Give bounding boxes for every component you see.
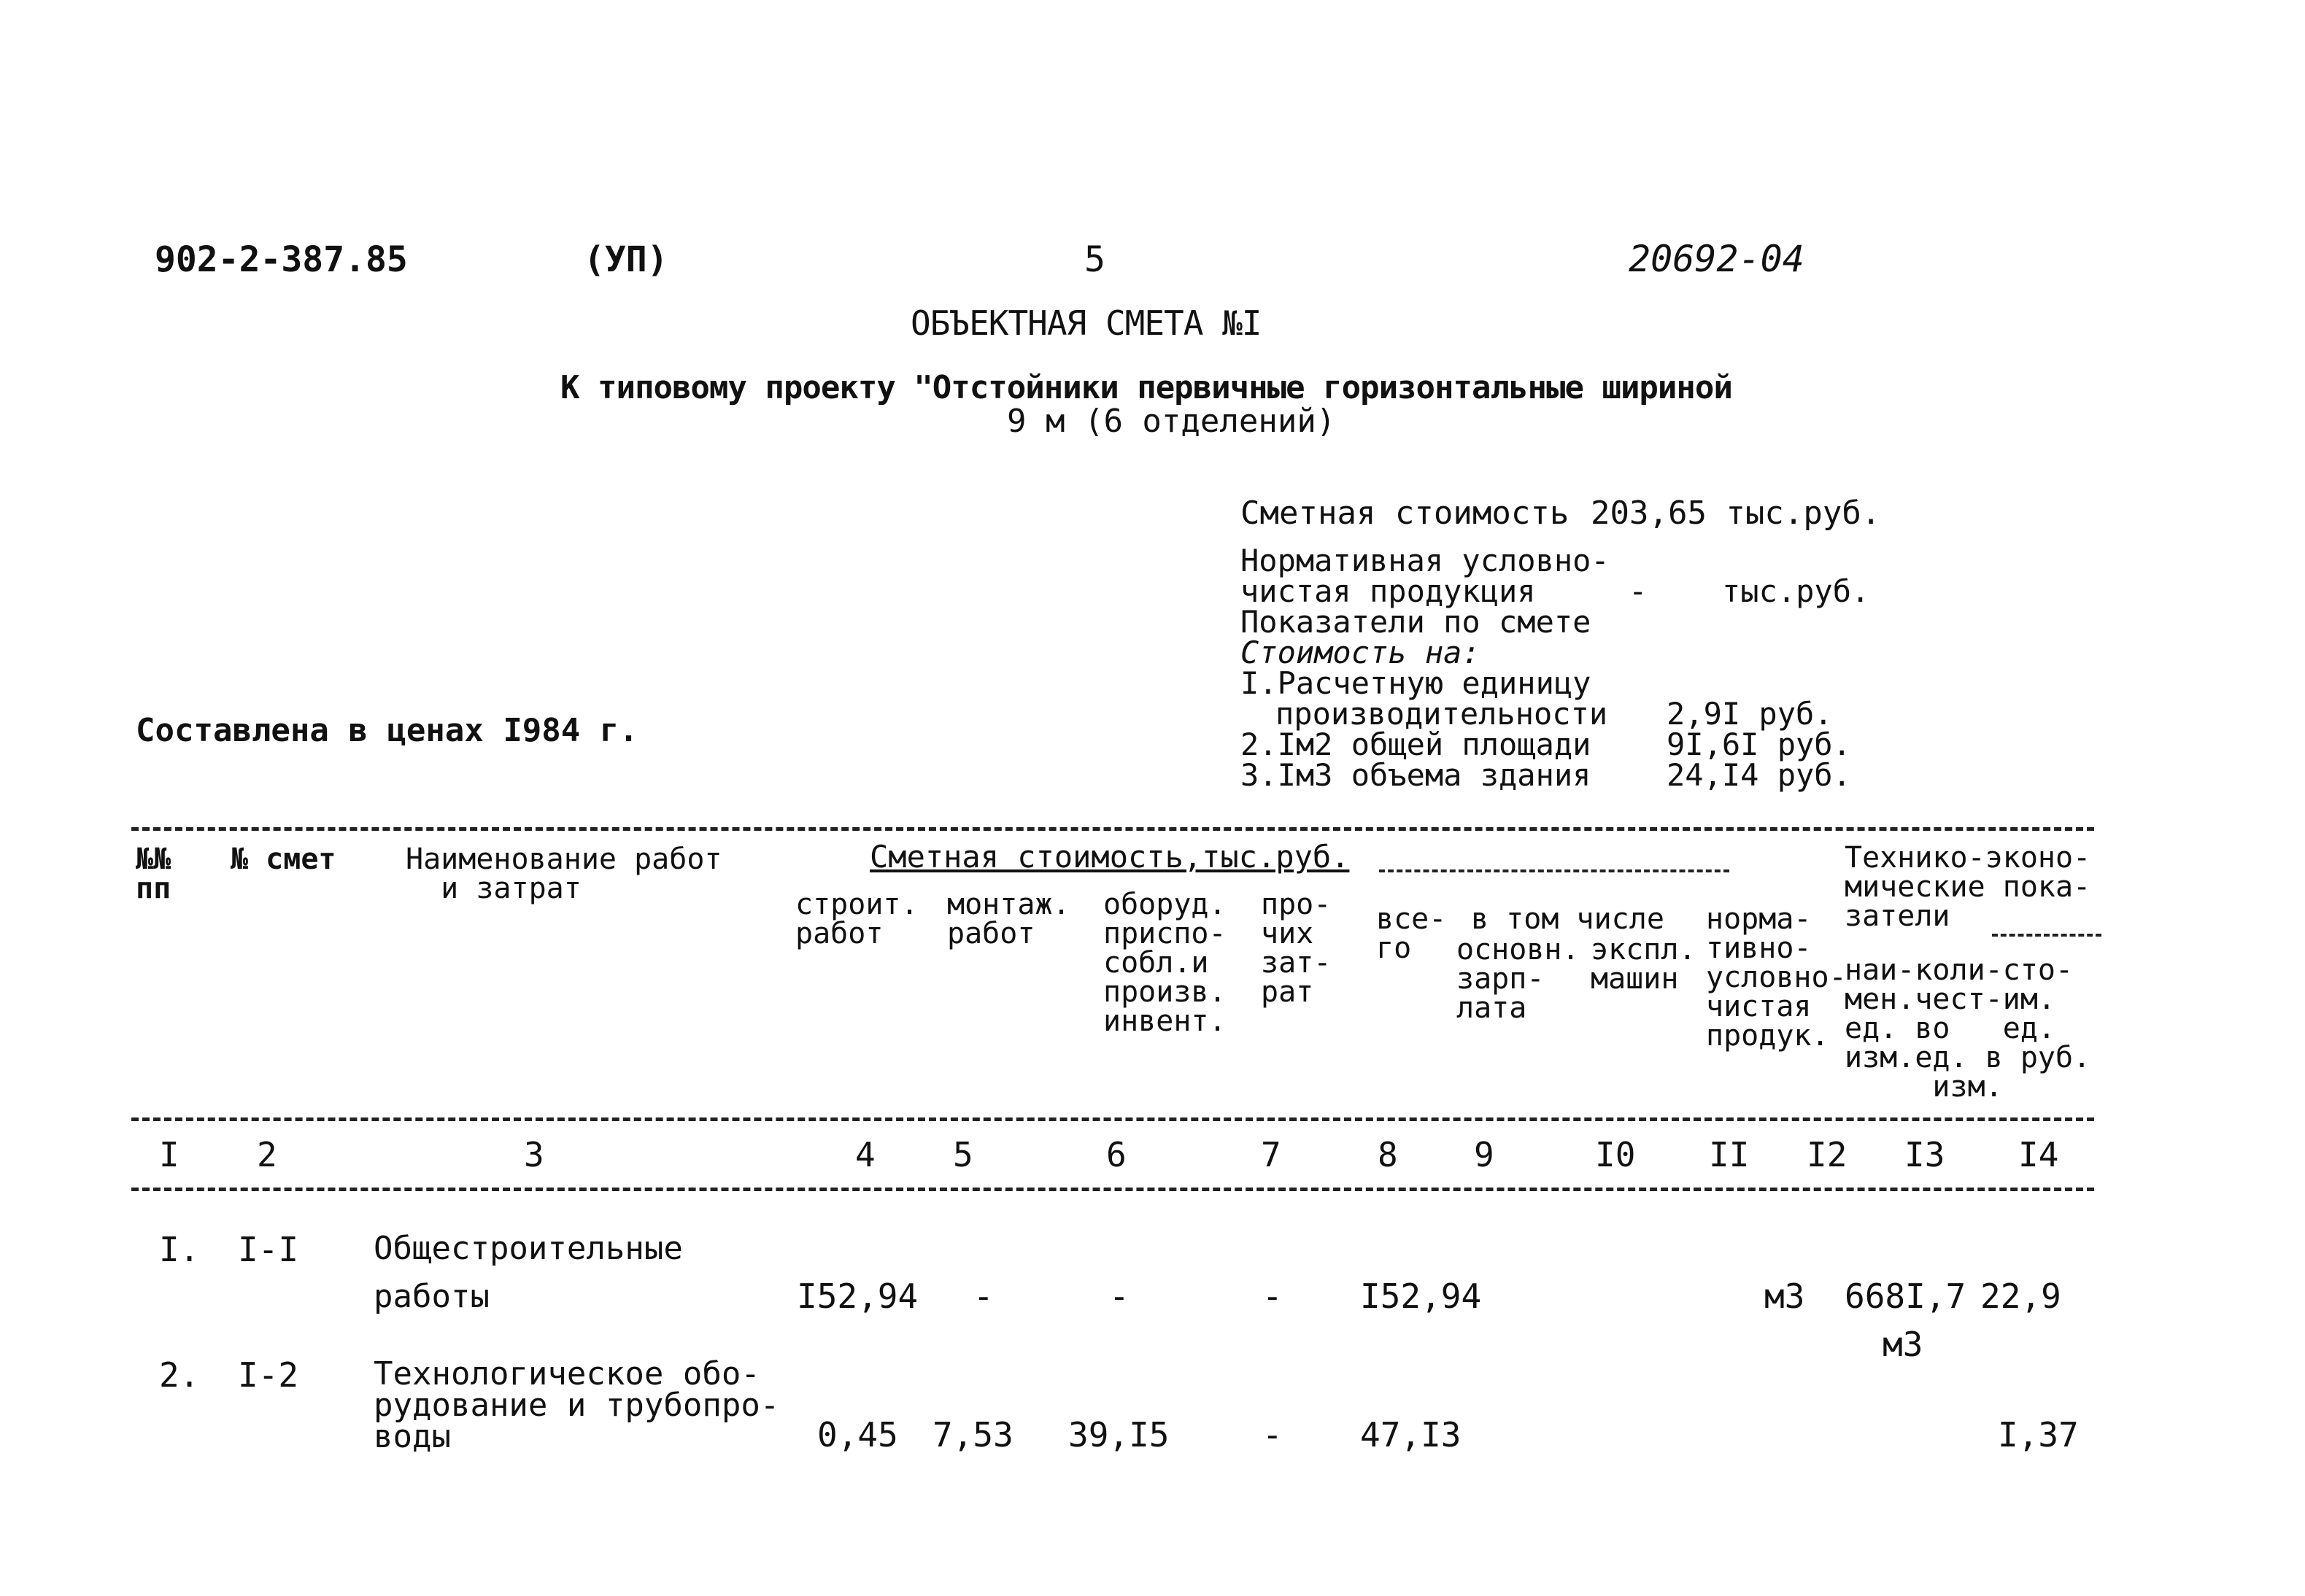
header-cost-group: Сметная стоимость,тыс.руб. (870, 839, 1350, 875)
subtitle-line-2: 9 м (6 отделений) (1007, 403, 1336, 440)
indicator-3-value: 24,I4 руб. (1667, 757, 1851, 793)
cost-on-label: Стоимость на: (1240, 635, 1480, 670)
header-col9: основн. зарп- лата (1456, 933, 1580, 1025)
indicator-1-line-1: I.Расчетную единицу (1240, 665, 1591, 701)
row-number: 2. (159, 1355, 200, 1395)
indicator-1-value: 2,9I руб. (1667, 696, 1833, 732)
indicator-2-value: 9I,6I руб. (1667, 727, 1851, 762)
normative-line-1: Нормативная условно- (1240, 543, 1610, 578)
row-build-cost: I52,94 (797, 1277, 919, 1316)
row-equipment-cost: 39,I5 (1068, 1415, 1170, 1454)
header-col12-14: наи-коли-сто- мен.чест-им. ед. во ед. изм.ед. в руб. изм. (1845, 953, 2091, 1104)
row-estimate: I-I (238, 1230, 299, 1269)
header-cost-group-rule (1379, 869, 1729, 872)
column-numbers-bottom-rule (131, 1188, 2094, 1191)
row-install-cost: 7,53 (933, 1415, 1013, 1454)
column-number-14: I4 (2018, 1135, 2059, 1174)
column-number-5: 5 (953, 1135, 973, 1174)
indicator-2-label: 2.Iм2 общей площади (1240, 727, 1591, 762)
header-estimate: № смет (231, 842, 336, 876)
row-quantity-unit: м3 (1883, 1325, 1923, 1364)
column-number-11: II (1709, 1135, 1750, 1174)
row-install-cost: - (973, 1277, 994, 1316)
column-number-12: I2 (1807, 1135, 1848, 1174)
row-equipment-cost: - (1109, 1277, 1130, 1316)
row-unit-cost: 22,9 (1980, 1277, 2061, 1316)
header-col8: все- го (1376, 902, 1447, 965)
row-number: I. (159, 1230, 200, 1269)
header-col4: строит. работ (795, 888, 919, 950)
column-number-8: 8 (1378, 1135, 1398, 1174)
row-total: I52,94 (1360, 1277, 1482, 1316)
row-name-line-1: Общестроительные (374, 1230, 683, 1267)
cost-value: 203,65 тыс.руб. (1591, 495, 1881, 532)
row-unit-cost: I,37 (1998, 1415, 2079, 1454)
header-tech-group-rule (1992, 934, 2101, 937)
normative-dash: - (1629, 573, 1648, 609)
column-number-6: 6 (1106, 1135, 1127, 1174)
table-top-rule (131, 827, 2094, 831)
header-num: №№ пп (136, 842, 171, 905)
header-col7: про- чих зат- рат (1261, 888, 1332, 1009)
indicators-label: Показатели по смете (1240, 604, 1591, 640)
page-title: ОБЪЕКТНАЯ СМЕТА №I (911, 303, 1262, 343)
row-other-cost: - (1262, 1277, 1283, 1316)
header-including: в том числе (1471, 902, 1664, 936)
subtitle-line-1: К типовому проекту "Отстойники первичные горизонтальные шириной (560, 369, 1732, 406)
document-mark: (УП) (584, 239, 668, 280)
column-number-3: 3 (524, 1135, 544, 1174)
column-numbers-top-rule (131, 1117, 2094, 1121)
normative-line-2: чистая продукция (1240, 573, 1536, 609)
header-col6: оборуд. приспо- собл.и произв. инвент. (1103, 888, 1227, 1038)
header-tech-group: Технико-эконо- мические пока- затели (1845, 841, 2091, 933)
normative-unit: тыс.руб. (1722, 573, 1870, 609)
indicator-1-line-2: производительности (1275, 696, 1608, 732)
sheet-code: 20692-04 (1629, 238, 1804, 280)
row-other-cost: - (1262, 1415, 1283, 1454)
column-number-13: I3 (1904, 1135, 1945, 1174)
document-code: 902-2-387.85 (155, 239, 408, 280)
header-col5: монтаж. работ (947, 888, 1070, 950)
header-col10: экспл. машин (1591, 933, 1696, 996)
header-col11: норма- тивно- условно- чистая продук. (1706, 902, 1847, 1053)
column-number-7: 7 (1261, 1135, 1281, 1174)
indicator-3-label: 3.Iм3 объема здания (1240, 757, 1591, 793)
page-number: 5 (1084, 239, 1105, 280)
column-number-10: I0 (1595, 1135, 1636, 1174)
prices-note: Составлена в ценах I984 г. (136, 712, 638, 749)
row-unit: м3 (1764, 1277, 1805, 1316)
row-name-line-2: работы (374, 1278, 490, 1315)
row-build-cost: 0,45 (817, 1415, 898, 1454)
row-quantity: 668I,7 (1845, 1277, 1966, 1316)
row-name: Технологическое обо- рудование и трубопро- воды (374, 1355, 780, 1456)
cost-label: Сметная стоимость (1240, 495, 1570, 532)
header-name: Наименование работ и затрат (406, 842, 722, 905)
column-number-4: 4 (855, 1135, 876, 1174)
column-number-9: 9 (1474, 1135, 1494, 1174)
row-total: 47,I3 (1360, 1415, 1462, 1454)
row-estimate: I-2 (238, 1355, 299, 1395)
column-number-1: I (159, 1135, 179, 1174)
column-number-2: 2 (257, 1135, 277, 1174)
